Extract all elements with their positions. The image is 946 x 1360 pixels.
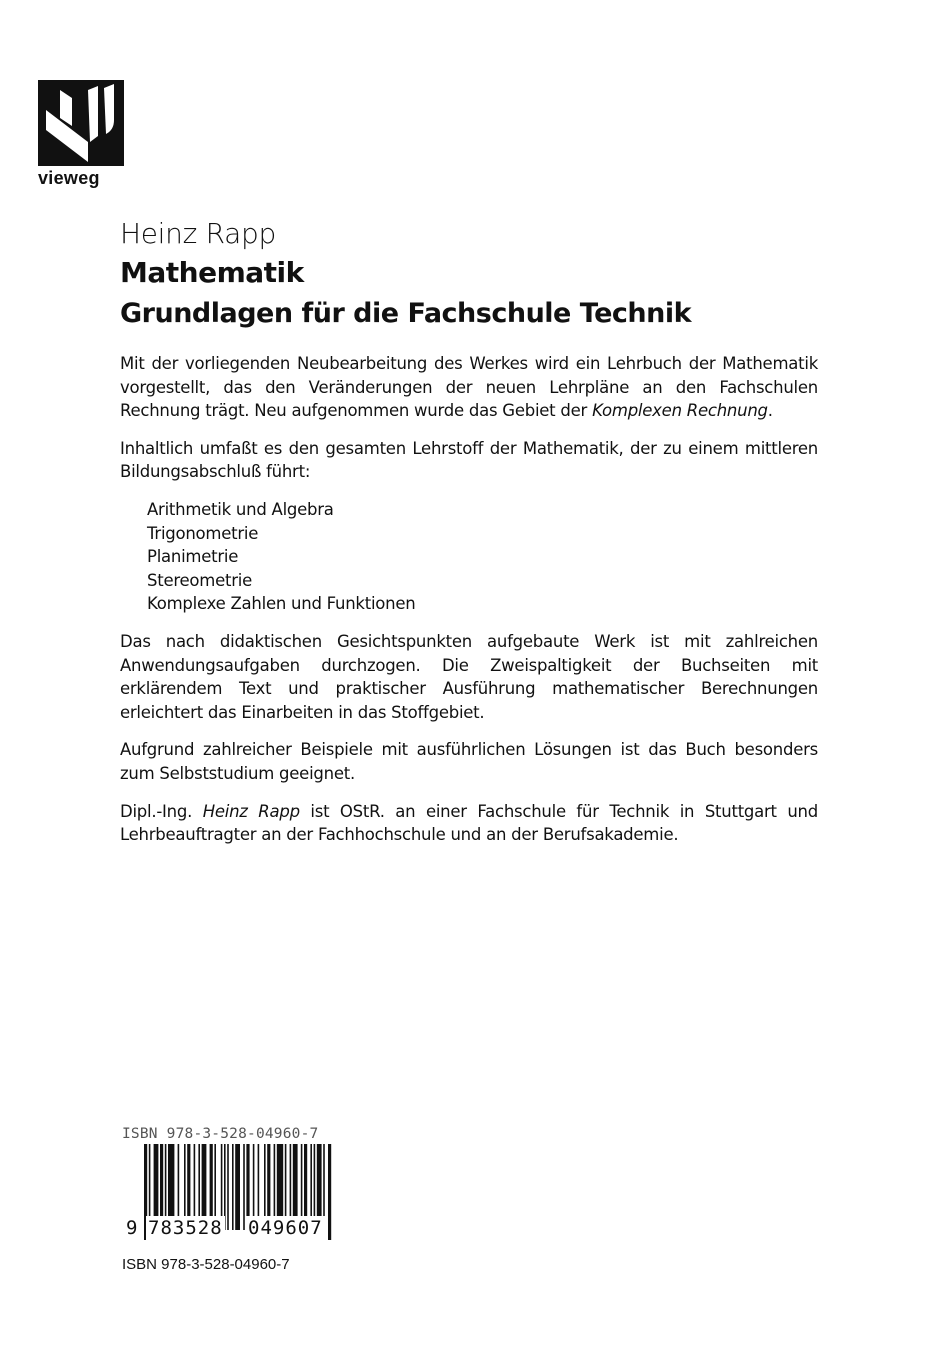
- book-title: Mathematik: [120, 256, 304, 289]
- paragraph-text: Dipl.-Ing.: [120, 801, 203, 821]
- description-paragraph-2: Inhaltlich umfaßt es den gesamten Lehrstoff der Mathematik, der zu einem mittleren Bildungsabschluß führt:: [120, 438, 818, 482]
- barcode-block: [122, 1126, 332, 1240]
- barcode-digit-first: 9: [126, 1217, 138, 1239]
- list-item: Arithmetik und Algebra: [147, 499, 334, 519]
- isbn-top-label: ISBN 978-3-528-04960-7: [122, 1126, 319, 1142]
- vieweg-logo-mark-icon: [38, 80, 124, 166]
- list-item: Stereometrie: [147, 570, 252, 590]
- barcode-digits-left: 783528: [148, 1217, 223, 1239]
- paragraph-text: .: [767, 401, 773, 421]
- author-name: Heinz Rapp: [120, 217, 276, 250]
- description-paragraph-1: [120, 352, 818, 423]
- paragraph-text: Mit der vorliegenden Neubearbeitung des Werkes wird ein Lehrbuch der Mathematik vorgestellt, das den Veränderungen der neuen Lehrpläne an den Fachschulen Rechnung trägt. Neu aufgenommen wurde das Gebiet der: [120, 354, 818, 421]
- list-item: Trigonometrie: [147, 523, 259, 543]
- publisher-logo: [38, 80, 124, 190]
- topic-list: [120, 498, 818, 616]
- emphasized-text: Heinz Rapp: [202, 801, 300, 821]
- isbn-bottom-label: ISBN 978-3-528-04960-7: [122, 1256, 290, 1273]
- back-cover-text: [120, 216, 818, 861]
- author-bio-paragraph: [120, 800, 818, 847]
- list-item: Planimetrie: [147, 547, 239, 567]
- description-paragraph-3: Das nach didaktischen Gesichtspunkten aufgebaute Werk ist mit zahlreichen Anwendungsaufgaben durchzogen. Die Zweispaltigkeit der Buchseiten mit erklärendem Text und praktischer Ausführung mathematischer Berechnungen erleichtert das Einarbeiten in das Stoffgebiet.: [120, 631, 818, 722]
- description-paragraph-4: Aufgrund zahlreicher Beispiele mit ausführlichen Lösungen ist das Buch besonders zum Selbststudium geeignet.: [120, 740, 818, 783]
- publisher-name: vieweg: [38, 168, 100, 188]
- list-item: Komplexe Zahlen und Funktionen: [147, 594, 416, 614]
- paragraph-text: ist OStR. an einer Fachschule für Technik in Stuttgart und Lehrbeauftragter an der Fachhochschule und an der Berufsakademie.: [120, 801, 818, 845]
- book-subtitle: Grundlagen für die Fachschule Technik: [120, 298, 692, 329]
- emphasized-text: Komplexen Rechnung: [592, 401, 768, 421]
- barcode-digits: [122, 1216, 332, 1240]
- barcode-digits-right: 049607: [248, 1217, 323, 1239]
